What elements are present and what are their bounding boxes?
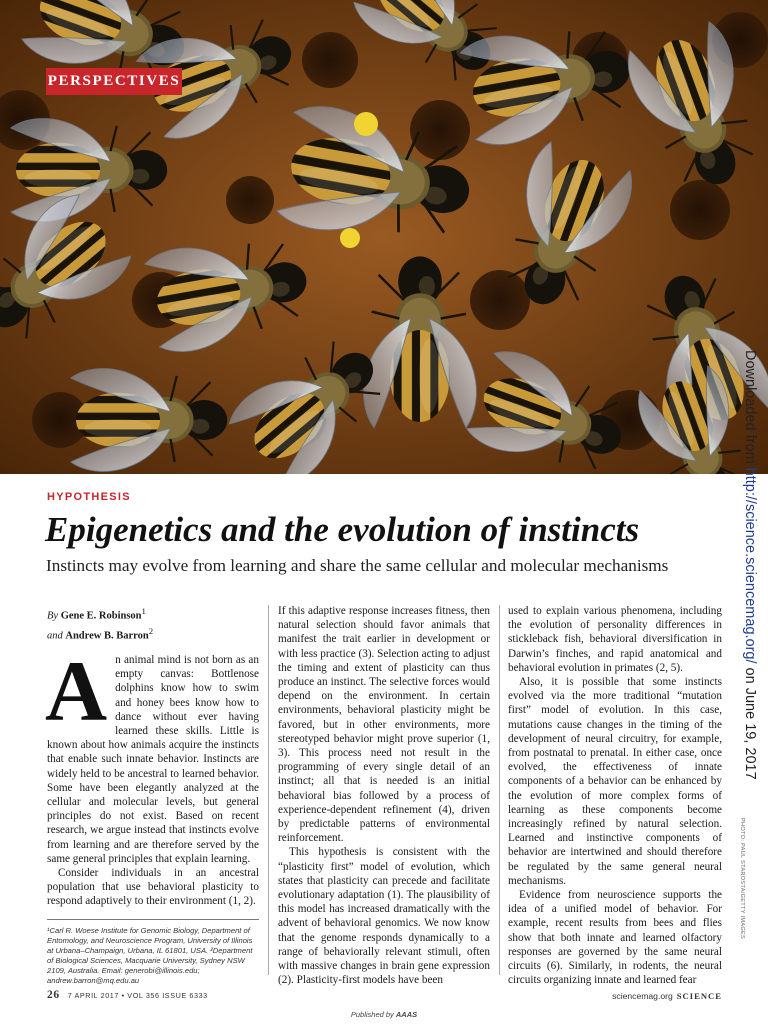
drop-cap: A (45, 643, 108, 739)
column-3 (508, 604, 722, 987)
published-prefix: Published by (350, 1010, 394, 1019)
author-2: Andrew B. Barron (65, 630, 149, 641)
byline (47, 604, 259, 643)
publisher-name: AAAS (395, 1010, 418, 1019)
author-1: Gene E. Robinson (60, 610, 142, 622)
author-1-affil: 1 (141, 606, 146, 616)
article-kicker: HYPOTHESIS (47, 491, 131, 503)
download-stamp-suffix: on June 19, 2017 (742, 663, 758, 780)
paragraph: This hypothesis is consistent with the “plasticity first” model of evolution, which states that plasticity can precede and facilitate evolutionary adaptation (1). The plausibility of this model has increased dramatically with the advent of behavioral genomics. We now know that the genome responds dynamically to a range of behaviorally relevant stimuli, often with massive changes in brain gene expression (2). Plasticity-first models have been (278, 846, 490, 987)
site-url[interactable]: sciencemag.org (612, 991, 673, 1001)
column-divider (268, 605, 269, 975)
issue-info: 7 APRIL 2017 • VOL 356 ISSUE 6333 (67, 991, 208, 1000)
byline-and: and (47, 630, 63, 641)
photo-credit (736, 818, 748, 968)
byline-by: By (47, 610, 59, 622)
article-title: Epigenetics and the evolution of instincts (45, 510, 640, 549)
affiliation-divider (47, 919, 259, 920)
footer-site (612, 991, 722, 1001)
article-subtitle: Instincts may evolve from learning and share the same cellular and molecular mechanisms (46, 556, 669, 575)
column-divider (499, 605, 500, 975)
magazine-name: SCIENCE (676, 991, 722, 1001)
download-stamp-link[interactable]: http://science.sciencemag.org/ (742, 467, 758, 664)
hero-photo-bees (0, 0, 768, 474)
author-2-affil: 2 (148, 625, 154, 636)
photo-credit-text: PHOTO: PAUL STAROSTA/GETTY IMAGES (739, 818, 745, 940)
paragraph-intro-text: n animal mind is not born as an empty canvas: Bottlenose dolphins know how to swim and honey bees know how to dance without ever having learned these skills. Little is known about how animals acquire the instincts that enable such innate behavior. Instincts are widely held to be ancestral to learned behavior. Some have been elegantly analyzed at the cellular and molecular levels, but general principles do not exist. Based on recent research, we argue instead that instincts evolve from learning and are therefore served by the same general principles that explain learning. (47, 654, 259, 865)
footer-issue (47, 989, 208, 1001)
download-stamp-prefix: Downloaded from (742, 350, 758, 468)
column-1 (47, 604, 259, 986)
column-2 (278, 604, 490, 987)
paragraph: Also, it is possible that some instincts evolved via the more traditional “mutation first” model of evolution. In this case, mutations cause changes in the timing of the development of neural circuitry, for example, from postnatal to prenatal. In either case, once evolved, the effectiveness of innate components of a behavior can be enhanced by the evolution of more complex forms of learning as these components become increasingly refined by natural selection. Learned and instinctive components of behavior are intertwined and should therefore be regulated by the same general neural mechanisms. (508, 676, 722, 887)
paragraph: used to explain various phenomena, including the evolution of personality differences in stickleback fish, behavioral diversification in Darwin’s finches, and rapid anatomical and behavioral evolution in primates (2, 5). (508, 605, 722, 674)
publisher-line (0, 1010, 768, 1019)
section-banner: PERSPECTIVES (46, 68, 182, 95)
author-affiliations: ¹Carl R. Woese Institute for Genomic Biology, Department of Entomology, and Neuroscience Program, University of Illinois at Urbana–Champaign, Urbana, IL 61801, USA. ²Department of Biological Sciences, Macquarie University, Sydney NSW 2109, Australia. Email: generobi@illinois.edu; andrew.barron@mq.edu.au (47, 925, 253, 985)
paragraph-intro (45, 643, 259, 866)
page-number: 26 (47, 989, 60, 1001)
paragraph: If this adaptive response increases fitness, then natural selection should favor animals that manifest the trait earlier in development or with less practice (3). Selection acting to adjust the timing and extent of plasticity can thus produce an instinct. The selective forces would depend on the environment. In certain environments, behavioral plasticity might be favored, but in other environments, more stereotyped behavior might prove superior (1, 3). This process need not result in the programming of every single detail of an instinct; all that is needed is an initial behavioral bias followed by a process of experience-dependent refinement (4), driven by predictable patterns of environmental reinforcement. (278, 605, 490, 845)
download-stamp (736, 350, 764, 780)
paragraph: Evidence from neuroscience supports the idea of a unified model of behavior. For example, recent results from bees and flies show that both innate and learned olfactory responses are governed by the same neural circuits (6). Similarly, in rodents, the neural circuits organizing innate and learned fear (508, 889, 722, 987)
paragraph: Consider individuals in an ancestral population that use behavioral plasticity to respond adaptively to their environment (1, 2). (47, 867, 259, 908)
